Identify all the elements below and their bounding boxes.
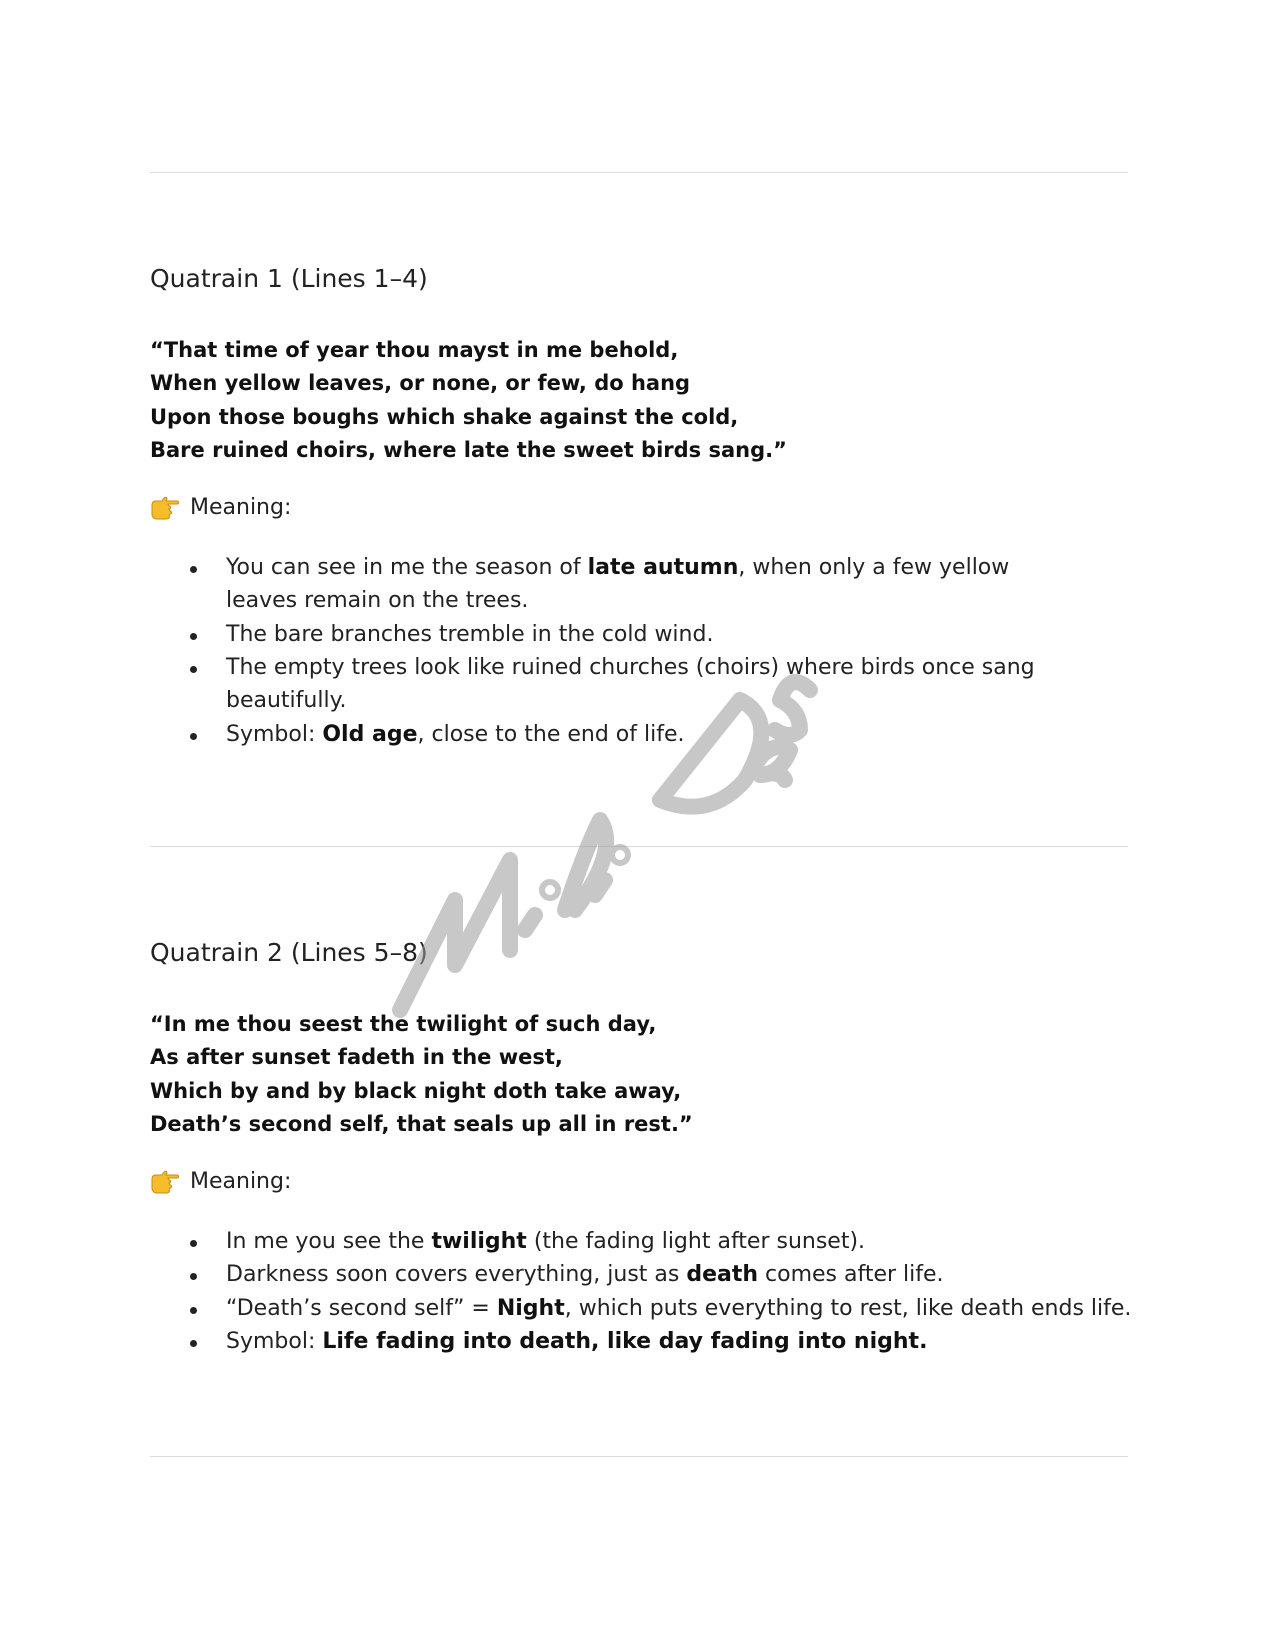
poem-line: When yellow leaves, or none, or few, do hang xyxy=(150,371,691,396)
bullet-text: , which puts everything to rest, like death ends life. xyxy=(564,1295,1132,1321)
quatrain-2-heading: Quatrain 2 (Lines 5–8) xyxy=(150,938,428,967)
bullet-text: Symbol: xyxy=(226,721,323,747)
poem-line: “In me thou seest the twilight of such day, xyxy=(150,1012,657,1036)
quatrain-2-section xyxy=(150,937,1132,1358)
bullet-text: In me you see the xyxy=(226,1229,432,1255)
bullet-icon xyxy=(190,1240,197,1247)
list-item xyxy=(150,1292,1146,1325)
bullet-text: Darkness soon covers everything, just as xyxy=(226,1262,687,1288)
bullet-icon xyxy=(190,733,197,740)
list-item xyxy=(150,1325,1146,1358)
poem-line: Upon those boughs which shake against the cold, xyxy=(150,404,739,429)
bullet-bold-text: death xyxy=(686,1262,759,1288)
bullet-text: “Death’s second self” = xyxy=(226,1295,497,1321)
bullet-text: , when only a few yellow leaves remain on the trees. xyxy=(226,555,1010,614)
bullet-text: comes after life. xyxy=(758,1262,944,1288)
pointing-hand-icon xyxy=(150,1169,180,1195)
bullet-text: The bare branches tremble in the cold wind. xyxy=(226,621,714,647)
bullet-text: The empty trees look like ruined churches (choirs) where birds once sang beautifully. xyxy=(226,655,1035,714)
bullet-text: Symbol: xyxy=(226,1329,323,1355)
bullet-text: You can see in me the season of xyxy=(226,555,588,581)
bullet-icon xyxy=(190,1307,197,1314)
list-item xyxy=(150,651,1046,718)
bullet-bold-text: Night xyxy=(496,1295,565,1321)
list-item xyxy=(150,551,1086,618)
quatrain-2-poem xyxy=(150,1008,1128,1141)
pointing-hand-icon xyxy=(150,495,180,521)
bottom-divider xyxy=(150,1456,1128,1457)
bullet-icon xyxy=(190,1340,197,1347)
quatrain-2-meaning-label xyxy=(150,1167,1128,1197)
list-item xyxy=(150,618,1086,651)
list-item xyxy=(150,718,1086,751)
middle-divider xyxy=(150,846,1128,847)
meaning-label-text: Meaning: xyxy=(190,495,292,521)
top-divider xyxy=(150,172,1128,173)
bullet-bold-text: Life fading into death, like day fading into night. xyxy=(322,1329,928,1355)
bullet-icon xyxy=(190,1273,197,1280)
bullet-text: , close to the end of life. xyxy=(417,721,685,747)
poem-line: Death’s second self, that seals up all in rest.” xyxy=(150,1111,693,1136)
bullet-bold-text: Old age xyxy=(322,721,418,747)
bullet-bold-text: late autumn xyxy=(587,555,739,581)
bullet-icon xyxy=(190,633,197,640)
quatrain-1-heading: Quatrain 1 (Lines 1–4) xyxy=(150,264,428,293)
poem-line: As after sunset fadeth in the west, xyxy=(150,1045,563,1070)
quatrain-1-poem xyxy=(150,334,1128,467)
list-item xyxy=(150,1225,1086,1258)
bullet-bold-text: twilight xyxy=(431,1229,527,1255)
poem-line: Which by and by black night doth take away, xyxy=(150,1078,682,1103)
quatrain-1-section xyxy=(150,263,1128,751)
bullet-text: (the fading light after sunset). xyxy=(526,1229,866,1255)
quatrain-1-meaning-list xyxy=(150,551,1128,751)
list-item xyxy=(150,1258,1086,1291)
bullet-icon xyxy=(190,666,197,673)
bullet-icon xyxy=(190,566,197,573)
quatrain-2-meaning-list xyxy=(150,1225,1132,1358)
quatrain-1-meaning-label xyxy=(150,493,1128,523)
meaning-label-text: Meaning: xyxy=(190,1169,292,1195)
poem-line: “That time of year thou mayst in me behold, xyxy=(150,338,679,362)
poem-line: Bare ruined choirs, where late the sweet birds sang.” xyxy=(150,437,787,462)
